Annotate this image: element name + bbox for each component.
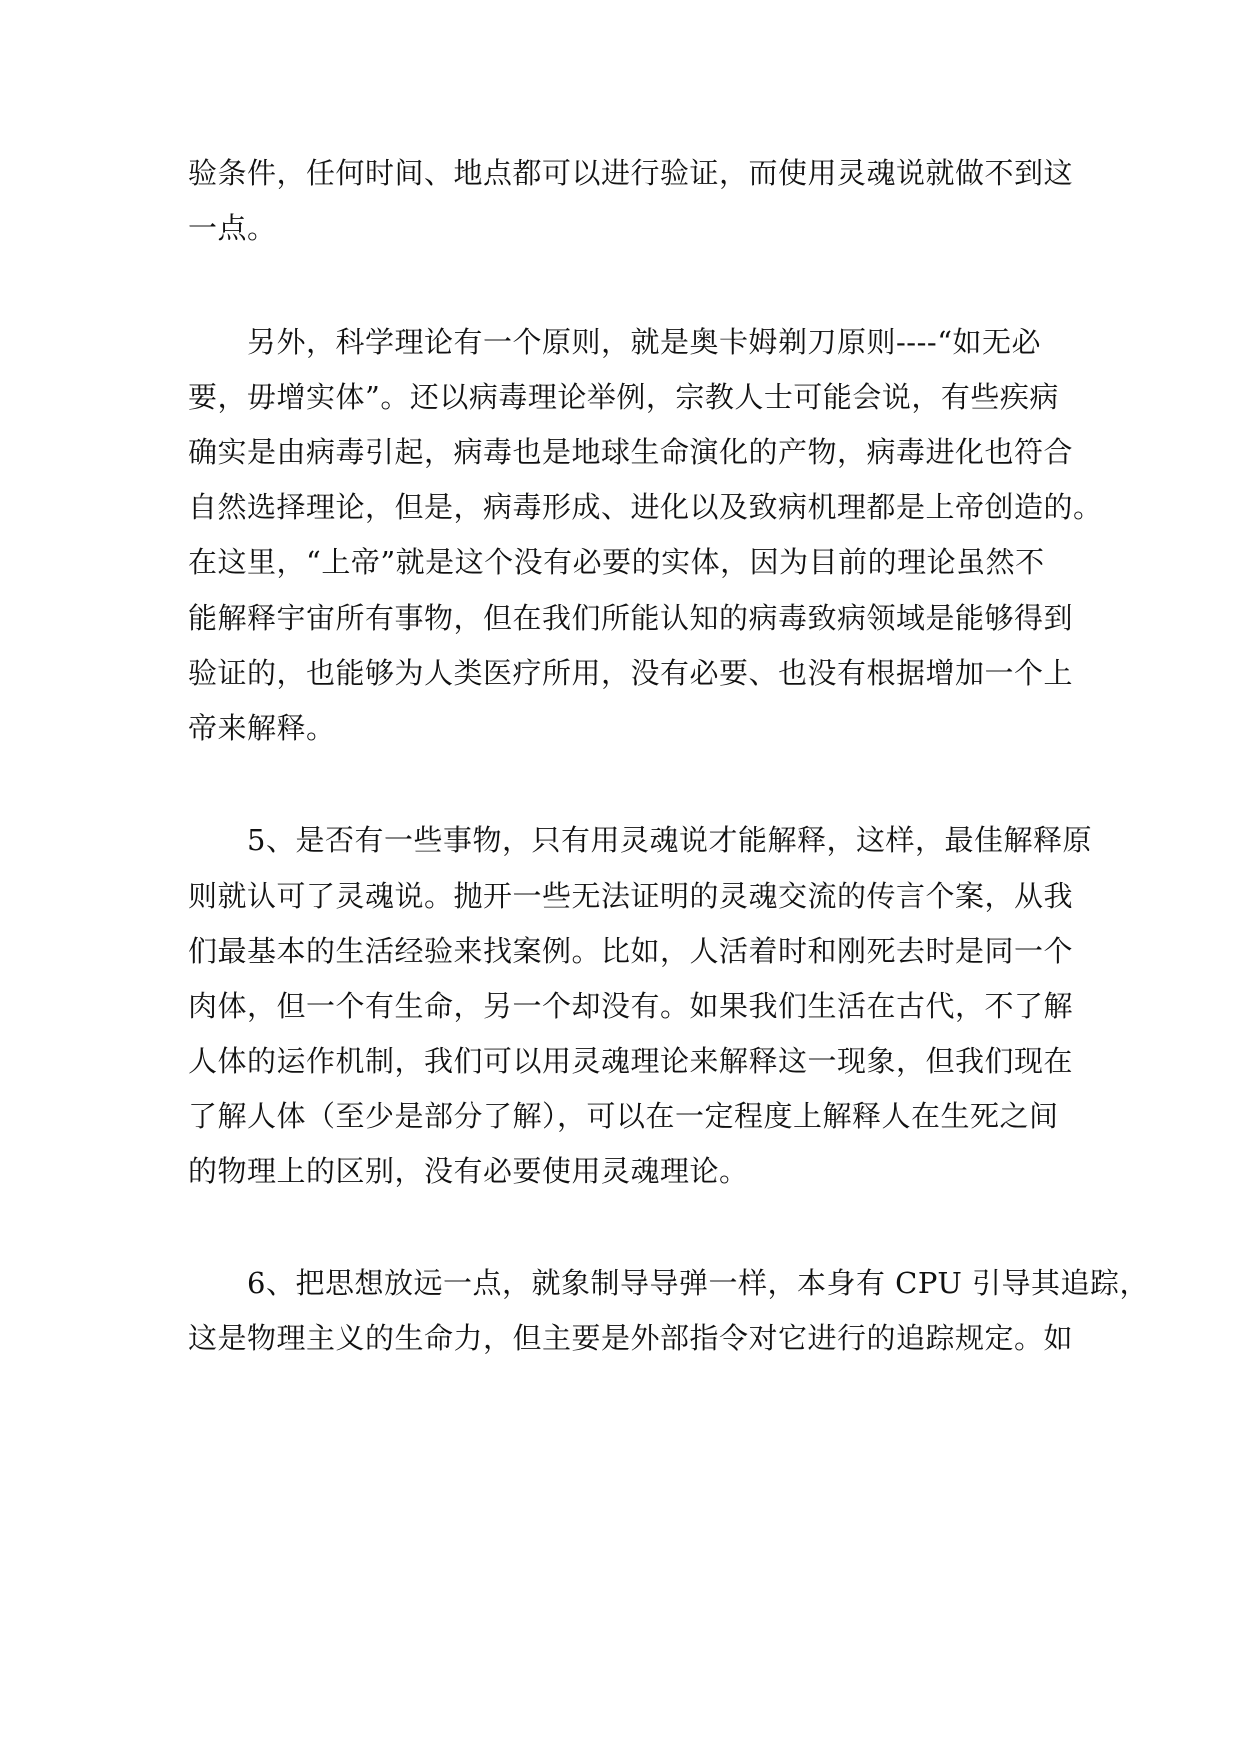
- text-line: 自然选择理论，但是，病毒形成、进化以及致病机理都是上帝创造的。: [188, 490, 1103, 524]
- text-line: 则就认可了灵魂说。抛开一些无法证明的灵魂交流的传言个案，从我: [188, 879, 1074, 913]
- text-line: 人体的运作机制，我们可以用灵魂理论来解释这一现象，但我们现在: [188, 1044, 1074, 1078]
- text-line: 确实是由病毒引起，病毒也是地球生命演化的产物，病毒进化也符合: [188, 435, 1074, 469]
- text-line: 另外，科学理论有一个原则，就是奥卡姆剃刀原则----“如无必: [188, 325, 1042, 359]
- text-line: 要，毋增实体”。还以病毒理论举例，宗教人士可能会说，有些疾病: [188, 380, 1059, 414]
- text-line: 6、把思想放远一点，就象制导导弹一样，本身有 CPU 引导其追踪，: [188, 1266, 1150, 1300]
- text-line: 们最基本的生活经验来找案例。比如，人活着时和刚死去时是同一个: [188, 934, 1074, 968]
- text-line: 验证的，也能够为人类医疗所用，没有必要、也没有根据增加一个上: [188, 656, 1074, 690]
- text-line: 肉体，但一个有生命，另一个却没有。如果我们生活在古代，不了解: [188, 989, 1074, 1023]
- text-line: 了解人体（至少是部分了解），可以在一定程度上解释人在生死之间: [188, 1099, 1059, 1133]
- text-line: 的物理上的区别，没有必要使用灵魂理论。: [188, 1154, 749, 1188]
- text-line: 帝来解释。: [188, 711, 336, 745]
- text-line: 这是物理主义的生命力，但主要是外部指令对它进行的追踪规定。如: [188, 1321, 1074, 1355]
- text-line: 5、是否有一些事物，只有用灵魂说才能解释，这样，最佳解释原: [188, 823, 1092, 857]
- text-line: 能解释宇宙所有事物，但在我们所能认知的病毒致病领域是能够得到: [188, 601, 1074, 635]
- text-line: 一点。: [188, 211, 277, 245]
- text-line: 在这里，“上帝”就是这个没有必要的实体，因为目前的理论虽然不: [188, 545, 1045, 579]
- text-line: 验条件，任何时间、地点都可以进行验证，而使用灵魂说就做不到这: [188, 156, 1074, 190]
